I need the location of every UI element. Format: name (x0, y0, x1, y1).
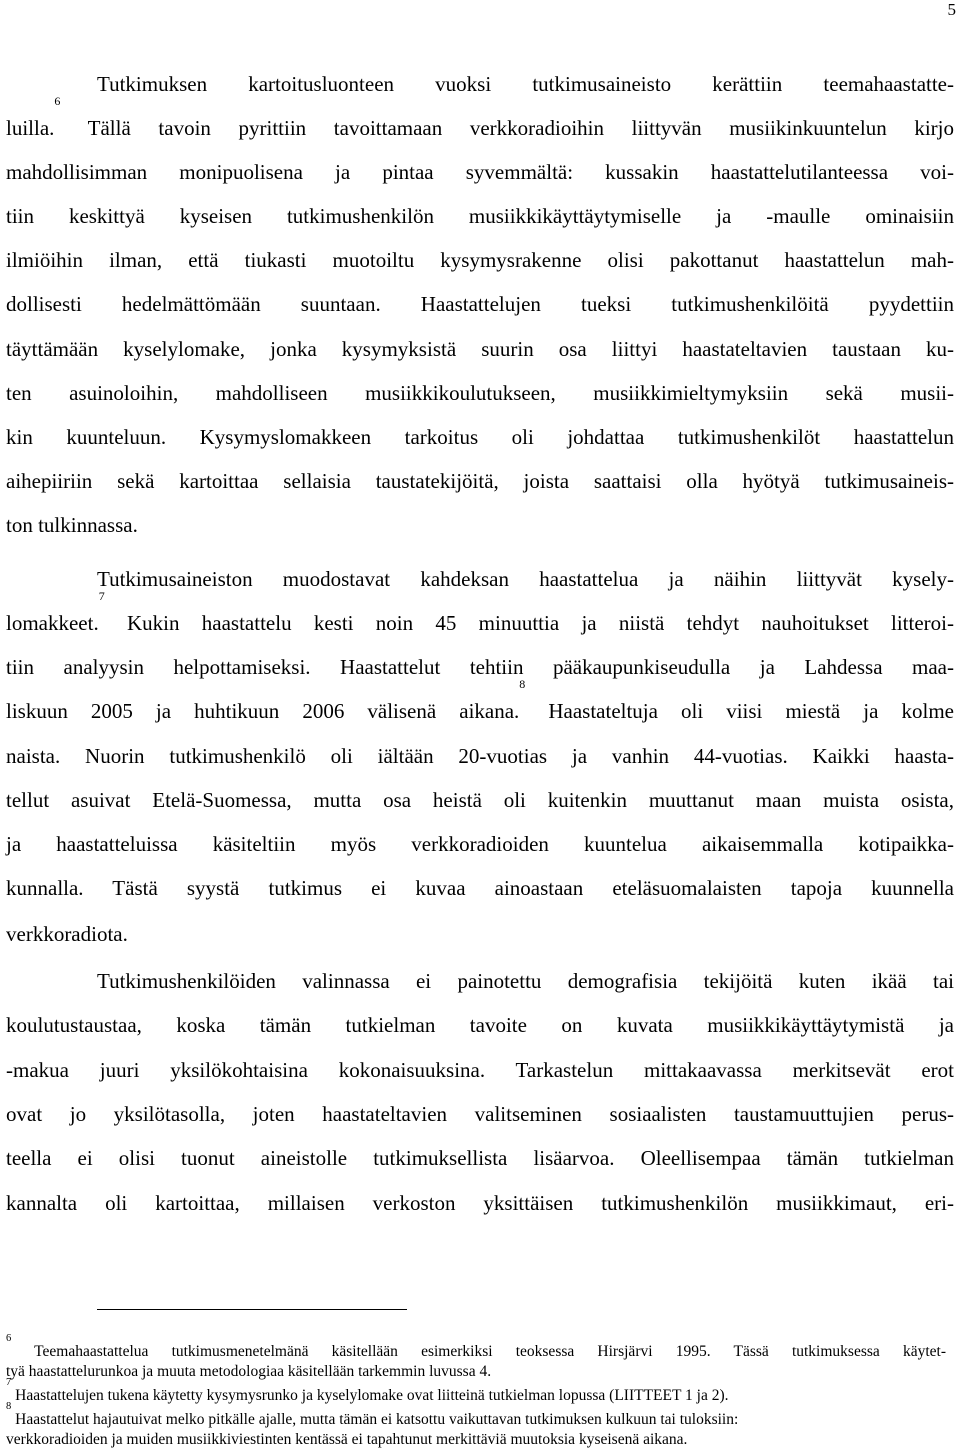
body-line: koulutustaustaa, koska tämän tutkielman tavoite on kuvata musiikkikäyttäytymistä ja (6, 1013, 954, 1037)
body-line: kannalta oli kartoittaa, millaisen verkoston yksittäisen tutkimushenkilön musiikkimaut, eri- (6, 1191, 954, 1215)
footnote-6-line: tyä haastattelurunkoa ja muuta metodologiaa käsitellään tarkemmin luvussa 4. (6, 1363, 492, 1380)
body-line: kin kuunteluun. Kysymyslomakkeen tarkoitus oli johdattaa tutkimushenkilöt haastattelun (6, 425, 954, 449)
body-line: ilmiöihin ilman, että tiukasti muotoiltu kysymysrakenne olisi pakottanut haastattelun mah- (6, 248, 954, 272)
footnote-text: Teemahaastattelua tutkimusmenetelmänä käsitellään esimerkiksi teoksessa Hirsjärvi 1995. Tässä tutkimuksessa käytet- (34, 1343, 946, 1360)
footnote-8-line: verkkoradioiden ja muiden musiikkiviestinten kentässä ei tapahtunut merkittäviä muutoksia kyseisenä aikana. (6, 1431, 688, 1448)
footnote-7-line (6, 1377, 946, 1405)
body-line (6, 589, 954, 645)
body-line: naista. Nuorin tutkimushenkilö oli iältään 20-vuotias ja vanhin 44-vuotias. Kaikki haasta- (6, 744, 954, 768)
body-line: mahdollisimman monipuolisena ja pintaa syvemmältä: kussakin haastattelutilanteessa voi- (6, 160, 954, 184)
footnote-ref: 6 (54, 94, 61, 108)
line-fragment: liskuun 2005 ja huhtikuun 2006 välisenä aikana. (6, 699, 520, 723)
body-line: ja haastatteluissa käsiteltiin myös verkkoradioiden kuuntelua aikaisemmalla kotipaikka- (6, 832, 954, 856)
line-fragment: Tällä tavoin pyrittiin tavoittamaan verkkoradioihin liittyvän musiikinkuuntelun kirjo (87, 116, 954, 140)
footnote-number: 8 (6, 1401, 12, 1412)
footnote-number: 6 (6, 1333, 12, 1344)
body-line (6, 677, 954, 733)
body-line: ton tulkinnassa. (6, 513, 138, 537)
line-fragment: luilla. (6, 116, 55, 140)
body-line: teella ei olisi tuonut aineistolle tutkimuksellista lisäarvoa. Oleellisempaa tämän tutkielman (6, 1146, 954, 1170)
body-line: aihepiiriin sekä kartoittaa sellaisia taustatekijöitä, joista saattaisi olla hyötyä tutkimusaineis- (6, 469, 954, 493)
body-line: ovat jo yksilötasolla, joten haastateltavien valitseminen sosiaalisten taustamuuttujien perus- (6, 1102, 954, 1126)
body-line: Tutkimushenkilöiden valinnassa ei painotettu demografisia tekijöitä kuten ikää tai (97, 969, 954, 993)
footnote-number: 7 (6, 1377, 12, 1388)
footnote-text: Haastattelujen tukena käytetty kysymysrunko ja kyselylomake ovat liitteinä tutkielman lopussa (LIITTEET 1 ja 2). (15, 1387, 729, 1404)
footnote-6-line (6, 1333, 946, 1361)
footnote-separator (97, 1309, 407, 1310)
body-line: -makua juuri yksilökohtaisina kokonaisuuksina. Tarkastelun mittakaavassa merkitsevät erot (6, 1058, 954, 1082)
line-fragment: Kukin haastattelu kesti noin 45 minuuttia ja niistä tehdyt nauhoitukset litteroi- (127, 611, 954, 635)
body-line: ten asuinoloihin, mahdolliseen musiikkikoulutukseen, musiikkimieltymyksiin sekä musii- (6, 381, 954, 405)
line-fragment: lomakkeet. (6, 611, 99, 635)
footnote-ref: 7 (98, 589, 105, 603)
footnote-8-line (6, 1401, 946, 1429)
body-line: tellut asuivat Etelä-Suomessa, mutta osa heistä oli kuitenkin muuttanut maan muista osista, (6, 788, 954, 812)
footnote-ref: 8 (519, 677, 526, 691)
line-fragment: Haastateltuja oli viisi miestä ja kolme (548, 699, 954, 723)
body-line (6, 94, 954, 150)
footnote-text: Haastattelut hajautuivat melko pitkälle ajalle, mutta tämän ei katsottu vaikuttavan tutkimuksen kulkuun tai tuloksiin: (15, 1411, 739, 1428)
body-line: tiin analyysin helpottamiseksi. Haastattelut tehtiin pääkaupunkiseudulla ja Lahdessa maa- (6, 655, 954, 679)
body-line: tiin keskittyä kyseisen tutkimushenkilön musiikkikäyttäytymiselle ja -maulle ominaisiin (6, 204, 954, 228)
body-line: Tutkimuksen kartoitusluonteen vuoksi tutkimusaineisto kerättiin teemahaastatte- (97, 72, 954, 96)
body-line: kunnalla. Tästä syystä tutkimus ei kuvaa ainoastaan eteläsuomalaisten tapoja kuunnella (6, 876, 954, 900)
body-line: Tutkimusaineiston muodostavat kahdeksan haastattelua ja näihin liittyvät kysely- (97, 567, 954, 591)
page-number: 5 (947, 0, 956, 19)
body-line: täyttämään kyselylomake, jonka kysymyksistä suurin osa liittyi haastateltavien taustaan ku- (6, 337, 954, 361)
body-line: dollisesti hedelmättömään suuntaan. Haastattelujen tueksi tutkimushenkilöitä pyydettiin (6, 292, 954, 316)
body-line: verkkoradiota. (6, 922, 128, 946)
